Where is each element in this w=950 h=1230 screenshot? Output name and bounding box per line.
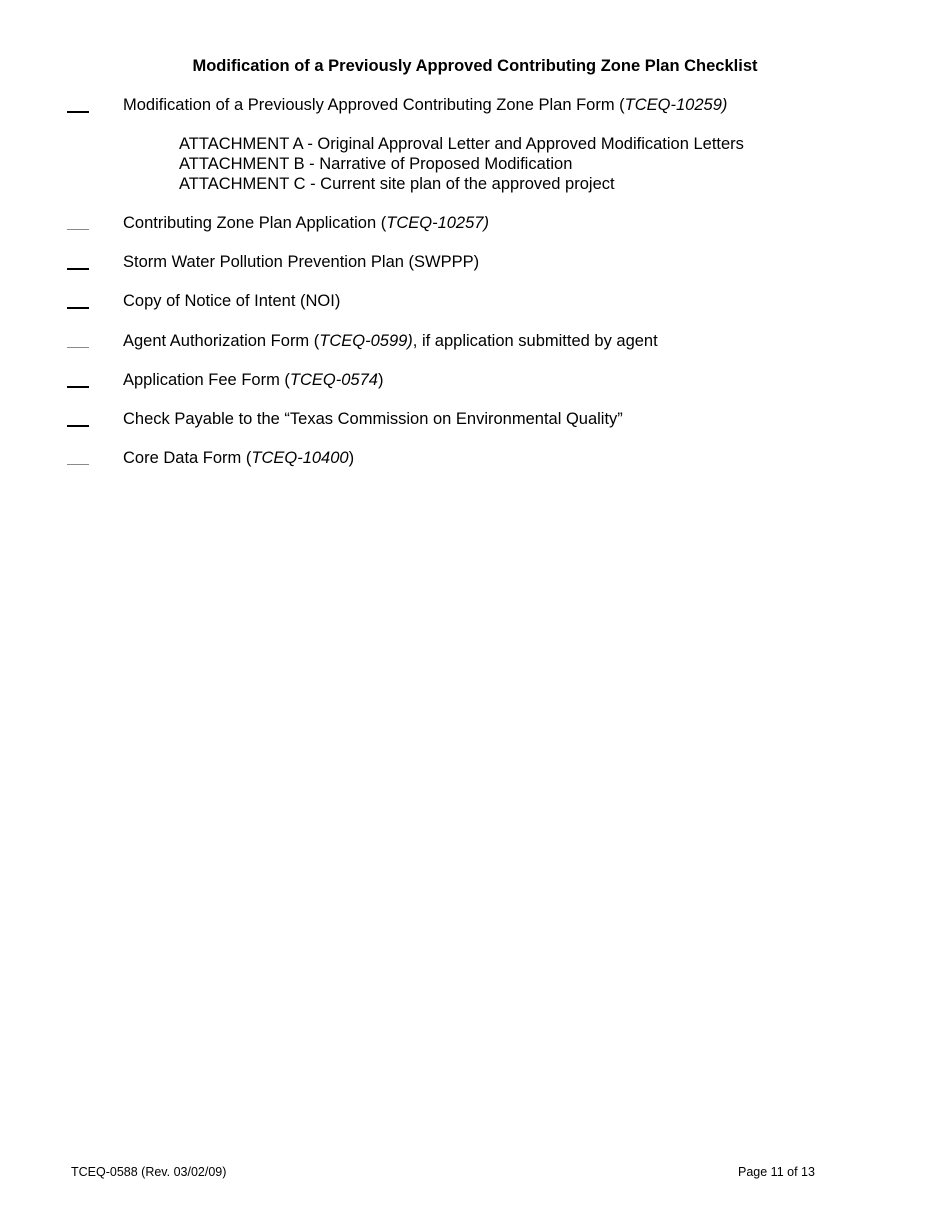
attachment-c: ATTACHMENT C - Current site plan of the approved project: [179, 175, 615, 193]
checklist-item-label: [123, 213, 489, 233]
item-text-after: ): [348, 449, 355, 467]
checklist-item-label: [123, 95, 727, 115]
checklist-item-label: Check Payable to the “Texas Commission on Environmental Quality”: [123, 410, 623, 428]
check-blank[interactable]: [67, 347, 89, 348]
footer-page-number: Page 11 of 13: [738, 1165, 815, 1179]
check-blank[interactable]: [67, 464, 89, 465]
attachment-list: [179, 134, 744, 194]
form-reference: TCEQ-0574: [289, 371, 378, 389]
checklist-item-label: [123, 331, 658, 351]
footer-form-number: TCEQ-0588 (Rev. 03/02/09): [71, 1165, 227, 1179]
checklist-item-label: [123, 448, 354, 468]
checklist-item-swppp: [0, 252, 950, 274]
page-title: Modification of a Previously Approved Contributing Zone Plan Checklist: [192, 57, 758, 75]
attachment-a: ATTACHMENT A - Original Approval Letter and Approved Modification Letters: [179, 135, 744, 153]
check-blank[interactable]: [67, 386, 89, 388]
form-reference: TCEQ-0599): [319, 332, 413, 350]
form-reference: TCEQ-10259): [624, 96, 728, 114]
attachment-b: ATTACHMENT B - Narrative of Proposed Modification: [179, 155, 573, 173]
item-text-before: Contributing Zone Plan Application (: [123, 214, 387, 232]
checklist-item-check-payable: [0, 409, 950, 431]
checklist-item-label: [123, 370, 383, 390]
checklist-item-agent-authorization: [0, 331, 950, 353]
item-text-after: ): [377, 371, 384, 389]
item-text-before: Agent Authorization Form (: [123, 332, 320, 350]
checklist-item-label: Copy of Notice of Intent (NOI): [123, 292, 341, 310]
checklist-item-application-fee: [0, 370, 950, 392]
check-blank[interactable]: [67, 307, 89, 309]
checklist-item-label: Storm Water Pollution Prevention Plan (SWPPP): [123, 253, 480, 271]
form-reference: TCEQ-10257): [386, 214, 489, 232]
checklist-item-noi: [0, 291, 950, 313]
item-text-before: Core Data Form (: [123, 449, 252, 467]
form-reference: TCEQ-10400: [251, 449, 349, 467]
checklist-item-cz-plan-application: [0, 213, 950, 235]
item-text-before: Application Fee Form (: [123, 371, 290, 389]
checklist-item-modification-form: [0, 95, 950, 117]
check-blank[interactable]: [67, 111, 89, 113]
check-blank[interactable]: [67, 229, 89, 230]
checklist-item-core-data-form: [0, 448, 950, 470]
check-blank[interactable]: [67, 425, 89, 427]
item-text-before: Modification of a Previously Approved Contributing Zone Plan Form (: [123, 96, 625, 114]
item-text-after: , if application submitted by agent: [412, 332, 658, 350]
check-blank[interactable]: [67, 268, 89, 270]
